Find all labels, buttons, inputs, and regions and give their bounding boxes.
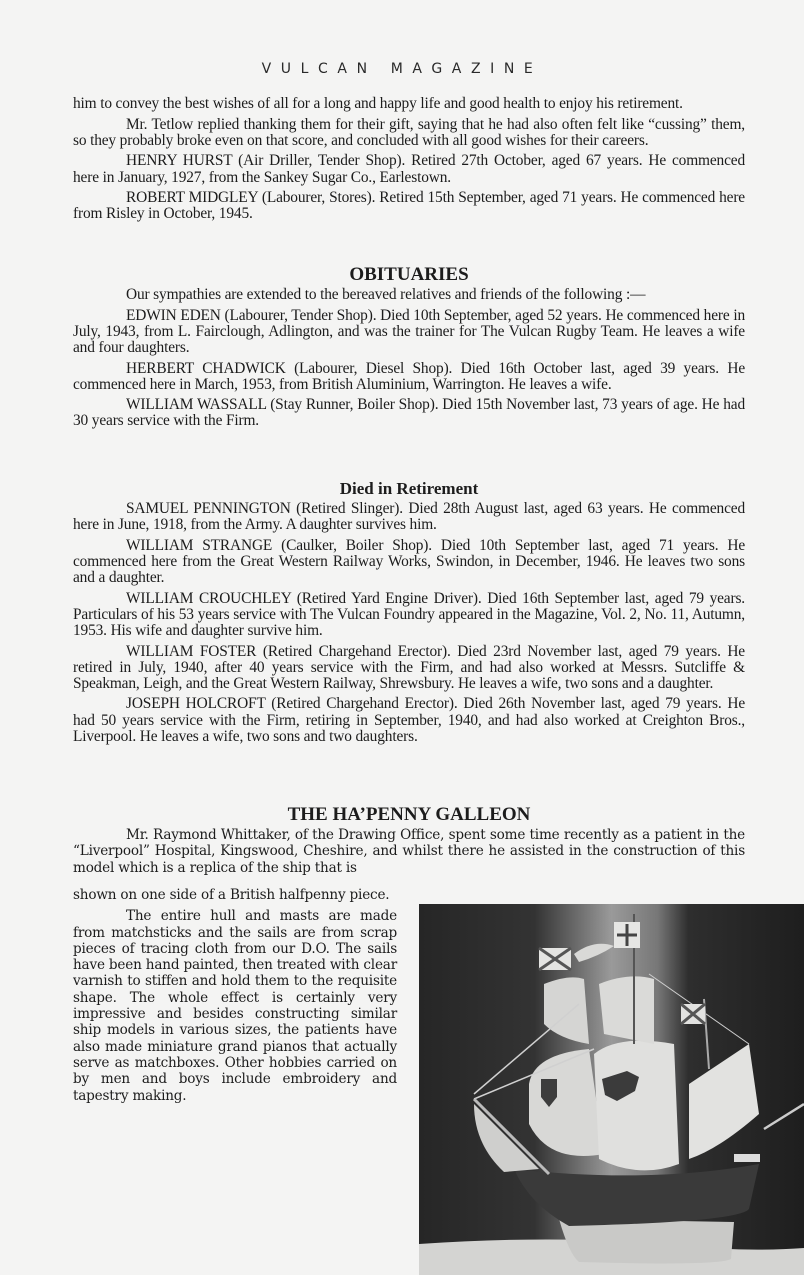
paragraph-galleon-intro: Mr. Raymond Whittaker, of the Drawing Office, spent some time recently as a patient in the “Liverpool” Hospital, Kingswood, Cheshire, and whilst there he assisted in the construction of this model which is a replica of the ship that is [73, 827, 745, 876]
stern-castle-windows [734, 1154, 760, 1162]
paragraph-sympathies: Our sympathies are extended to the bereaved relatives and friends of the following :— [126, 286, 646, 303]
magazine-running-header: VULCAN MAGAZINE [261, 61, 543, 77]
galleon-narrow-column [73, 887, 397, 1109]
obituaries-heading: OBITUARIES [349, 264, 469, 285]
paragraph-galleon-intro-continued: shown on one side of a British halfpenny piece. [73, 887, 390, 903]
galleon-photograph [419, 904, 804, 1275]
paragraph-joseph-holcroft: JOSEPH HOLCROFT (Retired Chargehand Erector). Died 26th November last, aged 79 years. He had 50 years service with the Firm, retiring in September, 1940, and had also worked at Creighton Bros., Liverpool. He leaves a wife, two sons and two daughters. [73, 695, 745, 745]
paragraph-henry-hurst: HENRY HURST (Air Driller, Tender Shop). Retired 27th October, aged 67 years. He commenced here in January, 1927, from the Sankey Sugar Co., Earlestown. [73, 152, 745, 186]
paragraph-samuel-pennington: SAMUEL PENNINGTON (Retired Slinger). Died 28th August last, aged 63 years. He commenced here in June, 1918, from the Army. A daughter survives him. [73, 500, 745, 534]
paragraph-continuation: him to convey the best wishes of all for a long and happy life and good health to enjoy his retirement. [73, 95, 683, 112]
paragraph-galleon-construction: The entire hull and masts are made from matchsticks and the sails are from scrap pieces of tracing cloth from our D.O. The sails have been hand painted, then treated with clear varnish to stiffen and hold them to the requisite shape. The whole effect is certainly very impressive and besides constructing similar ship models in various sizes, the patients have also made miniature grand pianos that actually serve as matchboxes. Other hobbies carried on by men and boys include embroidery and tapestry making. [73, 908, 397, 1104]
paragraph-william-strange: WILLIAM STRANGE (Caulker, Boiler Shop). Died 10th September last, aged 71 years. He commenced here from the Great Western Railway Works, Swindon, in December, 1946. He leaves two sons and a daughter. [73, 536, 745, 586]
paragraph-william-crouchley: WILLIAM CROUCHLEY (Retired Yard Engine Driver). Died 16th September last, aged 79 years. Particulars of his 53 years service with The Vulcan Foundry appeared in the Magazine, Vol. 2, No. 11, Autumn, 1953. His wife and daughter survive him. [73, 589, 745, 639]
ship-top-sail-mid [599, 976, 654, 1044]
ship-main-sail [594, 1041, 679, 1171]
died-in-retirement-heading: Died in Retirement [339, 479, 479, 498]
paragraph-robert-midgley: ROBERT MIDGLEY (Labourer, Stores). Retired 15th September, aged 71 years. He commenced here from Risley in October, 1945. [73, 189, 745, 223]
paragraph-tetlow-reply: Mr. Tetlow replied thanking them for their gift, saying that he had also often felt like “cussing” them, so they probably broke even on that score, and concluded with all good wishes for their careers. [73, 115, 745, 149]
hapenny-galleon-heading: THE HA’PENNY GALLEON [287, 804, 531, 825]
hapenny-galleon-section [73, 802, 745, 876]
paragraph-edwin-eden: EDWIN EDEN (Labourer, Tender Shop). Died 10th September, aged 52 years. He commenced here in July, 1943, from L. Fairclough, Adlington, and was the trainer for The Vulcan Rugby Team. He leaves a wife and four daughters. [73, 306, 745, 356]
obituaries-section [73, 262, 745, 434]
died-in-retirement-section [73, 476, 745, 749]
paragraph-william-foster: WILLIAM FOSTER (Retired Chargehand Erector). Died 23rd November last, aged 79 years. He retired in July, 1940, after 40 years service with the Firm, and had also worked at Messrs. Sutcliffe & Speakman, Leigh, and the Great Western Railway, Shrewsbury. He leaves a wife, two sons and a daughter. [73, 642, 745, 692]
paragraph-william-wassall: WILLIAM WASSALL (Stay Runner, Boiler Shop). Died 15th November last, 73 years of age. He had 30 years service with the Firm. [73, 396, 745, 430]
paragraph-herbert-chadwick: HERBERT CHADWICK (Labourer, Diesel Shop). Died 16th October last, aged 39 years. He commenced here in March, 1953, from British Aluminium, Warrington. He leaves a wife. [73, 359, 745, 393]
ship-stand [559, 1219, 734, 1263]
retirements-section [73, 96, 745, 227]
galleon-ship-illustration [419, 904, 804, 1275]
